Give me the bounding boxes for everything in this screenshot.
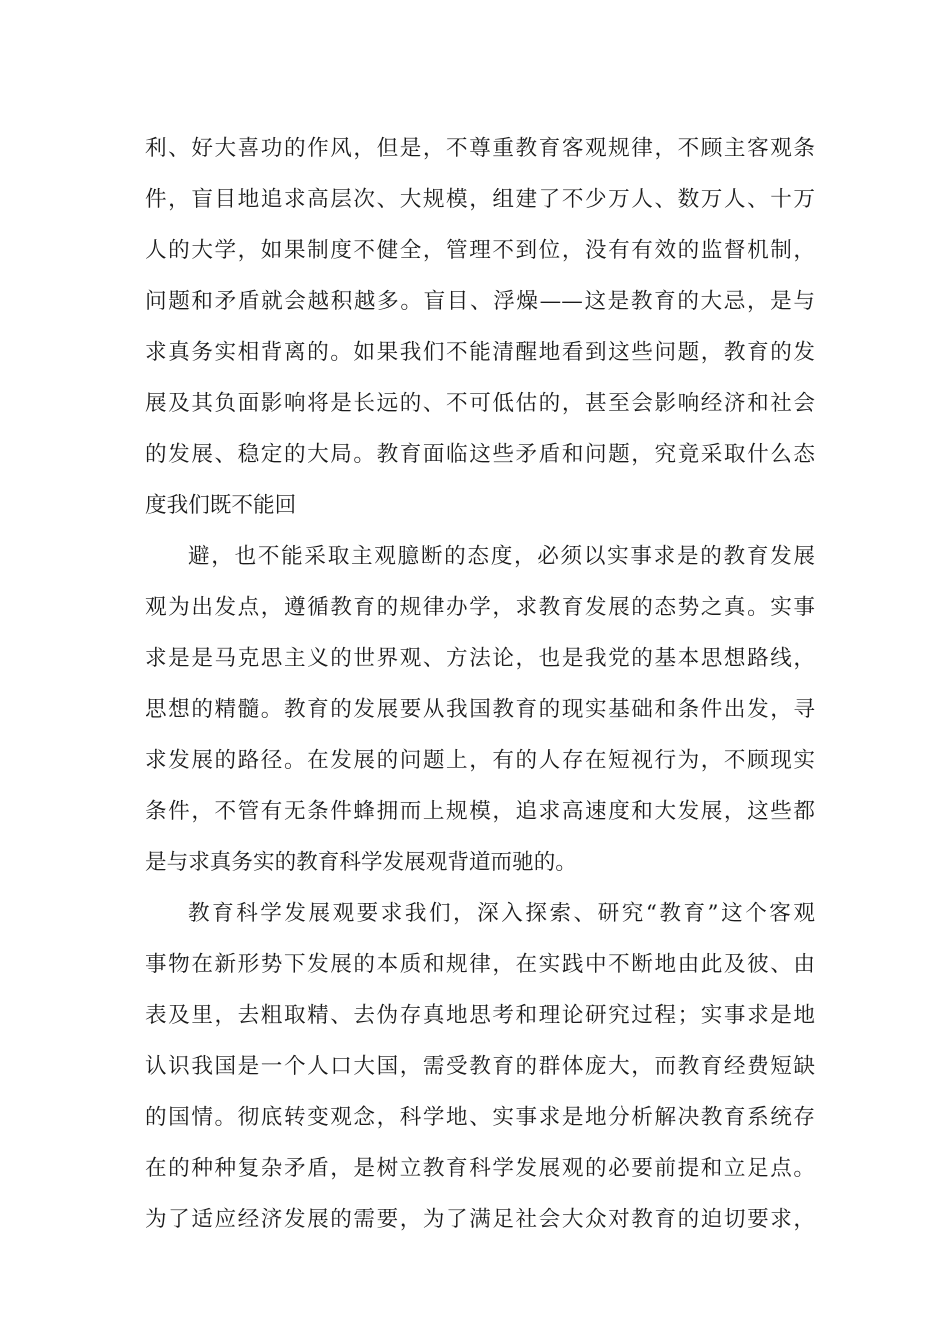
text-line: 在的种种复杂矛盾，是树立教育科学发展观的必要前提和立足点。 bbox=[145, 1156, 815, 1181]
text-line: 求发展的路径。在发展的问题上，有的人存在短视行为，不顾现实 bbox=[145, 748, 815, 773]
text-line: 件，盲目地追求高层次、大规模，组建了不少万人、数万人、十万 bbox=[145, 187, 815, 212]
text-line: 求真务实相背离的。如果我们不能清醒地看到这些问题，教育的发 bbox=[145, 340, 815, 365]
text-line: 思想的精髓。教育的发展要从我国教育的现实基础和条件出发，寻 bbox=[145, 697, 815, 722]
paragraph-1 bbox=[145, 128, 815, 536]
text-line: 教育科学发展观要求我们，深入探索、研究“教育”这个客观 bbox=[188, 901, 815, 926]
paragraph-2 bbox=[145, 536, 815, 893]
text-line: 表及里，去粗取精、去伪存真地思考和理论研究过程；实事求是地 bbox=[145, 1003, 815, 1028]
text-line: 避，也不能采取主观臆断的态度，必须以实事求是的教育发展 bbox=[188, 544, 815, 569]
text-line: 利、好大喜功的作风，但是，不尊重教育客观规律，不顾主客观条 bbox=[145, 136, 815, 161]
text-line: 观为出发点，遵循教育的规律办学，求教育发展的态势之真。实事 bbox=[145, 595, 815, 620]
document-body bbox=[145, 128, 815, 1250]
text-line: 求是是马克思主义的世界观、方法论，也是我党的基本思想路线， bbox=[145, 646, 815, 671]
text-line: 的发展、稳定的大局。教育面临这些矛盾和问题，究竟采取什么态 bbox=[145, 442, 815, 467]
text-line: 事物在新形势下发展的本质和规律，在实践中不断地由此及彼、由 bbox=[145, 952, 815, 977]
text-line: 人的大学，如果制度不健全，管理不到位，没有有效的监督机制， bbox=[145, 238, 815, 263]
text-line: 问题和矛盾就会越积越多。盲目、浮燥——这是教育的大忌，是与 bbox=[145, 289, 815, 314]
text-line: 度我们既不能回 bbox=[145, 493, 297, 518]
text-line: 展及其负面影响将是长远的、不可低估的，甚至会影响经济和社会 bbox=[145, 391, 815, 416]
text-line: 条件，不管有无条件蜂拥而上规模，追求高速度和大发展，这些都 bbox=[145, 799, 815, 824]
paragraph-3 bbox=[145, 893, 815, 1250]
text-line: 是与求真务实的教育科学发展观背道而驰的。 bbox=[145, 850, 577, 875]
text-line: 的国情。彻底转变观念，科学地、实事求是地分析解决教育系统存 bbox=[145, 1105, 815, 1130]
text-line: 认识我国是一个人口大国，需受教育的群体庞大，而教育经费短缺 bbox=[145, 1054, 815, 1079]
text-line: 为了适应经济发展的需要，为了满足社会大众对教育的迫切要求， bbox=[145, 1207, 815, 1232]
